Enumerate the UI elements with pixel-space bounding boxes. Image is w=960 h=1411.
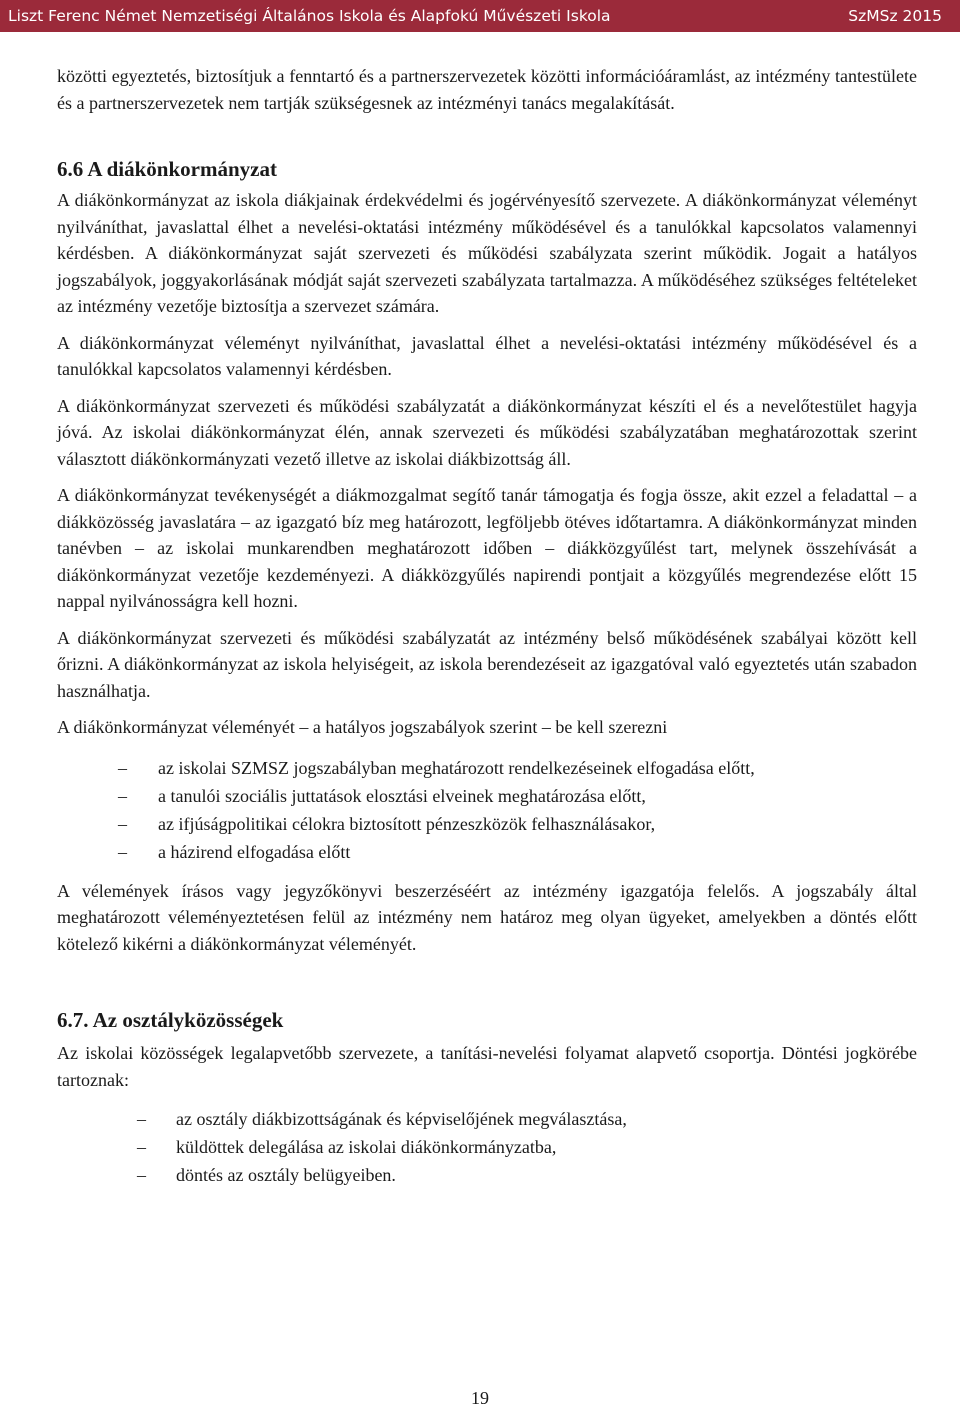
- paragraph: A diákönkormányzat az iskola diákjainak érdekvédelmi és jogérvényesítő szervezete. A diákönkormányzat véleményt nyilváníthat, javaslattal élhet a nevelési-oktatási intézmény működésével és a tanulókkal kapcsolatos valamennyi kérdésben. A diákönkormányzat saját szervezeti és működési szabályzata szerint működik. Jogait a hatályos jogszabályok, joggyakorlásának módját saját szervezeti szabályzata tartalmazza. A működéséhez szükséges feltételeket az intézmény vezetője biztosítja a szervezet számára.: [57, 190, 917, 316]
- document-code: SzMSz 2015: [848, 7, 942, 25]
- dash-marker: –: [118, 757, 127, 778]
- dash-marker: –: [137, 1165, 146, 1185]
- paragraph: A diákönkormányzat szervezeti és működési szabályzatát az intézmény belső működésének szabályai között kell őrizni. A diákönkormányzat az iskola helyiségeit, az iskola berendezéseit az igazgatóval való egyeztetés után szabadon használhatja.: [57, 627, 917, 701]
- dash-marker: –: [118, 785, 127, 806]
- school-name: Liszt Ferenc Német Nemzetiségi Általános Iskola és Alapfokú Művészeti Iskola: [8, 7, 611, 25]
- list-item-text: küldöttek delegálása az iskolai diákönkormányzatba,: [176, 1137, 557, 1157]
- list-item: [57, 1133, 917, 1161]
- running-header: [0, 0, 960, 32]
- paragraph: A diákönkormányzat véleményt nyilváníthat, javaslattal élhet a nevelési-oktatási intézmény működésével és a tanulókkal kapcsolatos valamennyi kérdésben.: [57, 332, 917, 379]
- section-heading-6-7: 6.7. Az osztályközösségek: [57, 1008, 284, 1032]
- paragraph: A diákönkormányzat tevékenységét a diákmozgalmat segítő tanár támogatja és fogja össze, akit ezzel a feladattal – a diákközösség javaslatára – az igazgató bíz meg határozott, legföljebb ötéves időtartamra. A diákönkormányzat minden tanévben – az iskolai munkarendben meghatározott időben – diákközgyűlést tart, melynek összehívását a diákönkormányzat vezetője kezdeményezi. A diákközgyűlés napirendi pontjait a közgyűlés megrendezése előtt 15 nappal nyilvánosságra kell hozni.: [57, 485, 917, 611]
- dash-marker: –: [118, 841, 127, 862]
- list-item-text: a házirend elfogadása előtt: [158, 841, 351, 862]
- list-item: [57, 782, 917, 810]
- section-heading-6-6: 6.6 A diákönkormányzat: [57, 157, 277, 181]
- dash-marker: –: [137, 1109, 146, 1129]
- dash-marker: –: [137, 1137, 146, 1157]
- list-item: [57, 1105, 917, 1133]
- dash-marker: –: [118, 813, 127, 834]
- list-item: [57, 810, 917, 838]
- list-item-text: az ifjúságpolitikai célokra biztosított pénzeszközök felhasználásakor,: [158, 813, 656, 834]
- paragraph: A diákönkormányzat szervezeti és működési szabályzatát a diákönkormányzat készíti el és a nevelőtestület hagyja jóvá. Az iskolai diákönkormányzat élén, annak szervezeti és működési szabályzatában meghatározottak szerint választott diákönkormányzati vezető illetve az iskolai diákbizottság áll.: [57, 395, 917, 469]
- closing-paragraph: A vélemények írásos vagy jegyzőkönyvi beszerzéséért az intézmény igazgatója felelős. A jogszabály által meghatározott véleményeztetésen felül az intézmény nem határoz meg olyan ügyeket, amelyekben a döntés előtt kötelező kikérni a diákönkormányzat véleményét.: [57, 880, 917, 954]
- intro-paragraph: közötti egyeztetés, biztosítjuk a fenntartó és a partnerszervezetek közötti információáramlást, az intézmény tantestülete és a partnerszervezetek nem tartják szükségesnek az intézményi tanács megalakítását.: [57, 66, 917, 113]
- list-item-text: döntés az osztály belügyeiben.: [176, 1165, 396, 1185]
- paragraph: Az iskolai közösségek legalapvetőbb szervezete, a tanítási-nevelési folyamat alapvető csoportja. Döntési jogkörébe tartoznak:: [57, 1043, 917, 1090]
- paragraph: A diákönkormányzat véleményét – a hatályos jogszabályok szerint – be kell szerezni: [57, 717, 668, 737]
- list-item: [57, 838, 917, 866]
- list-item: [57, 1161, 917, 1189]
- list-item-text: a tanulói szociális juttatások elosztási elveinek meghatározása előtt,: [158, 785, 646, 806]
- list-item-text: az osztály diákbizottságának és képviselőjének megválasztása,: [176, 1109, 627, 1129]
- opinion-list: [57, 754, 917, 866]
- page-content: [57, 63, 917, 1189]
- list-item: [57, 754, 917, 782]
- list-item-text: az iskolai SZMSZ jogszabályban meghatározott rendelkezéseinek elfogadása előtt,: [158, 757, 755, 778]
- class-rights-list: [57, 1105, 917, 1189]
- page-number: 19: [471, 1388, 489, 1408]
